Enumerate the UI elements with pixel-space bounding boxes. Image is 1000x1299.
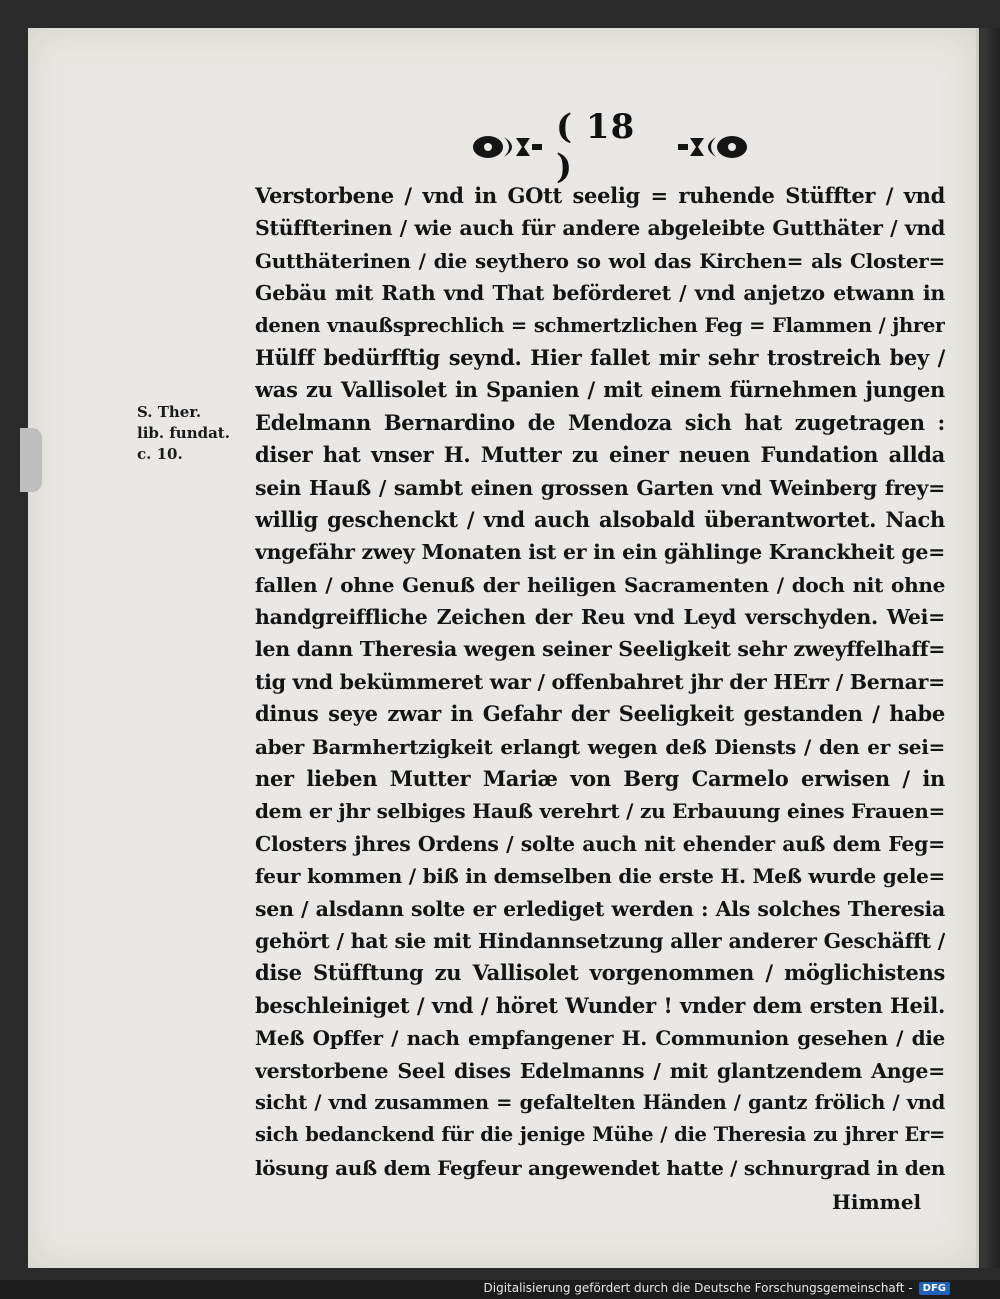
margin-note-line: lib. fundat. (137, 424, 230, 442)
page-header (470, 107, 750, 187)
catchword: Himmel (832, 1190, 922, 1214)
text-line: lösung auß dem Fegfeur angewendet hatte / schnurgrad in den (255, 1155, 945, 1180)
text-line: Stüffterinen / wie auch für andere abgeleibte Gutthäter / vnd (255, 216, 945, 241)
text-line: feur kommen / biß in demselben die erste H. Meß wurde gele= (255, 864, 945, 889)
text-line: Hülff bedürfftig seynd. Hier fallet mir sehr trostreich bey / (255, 344, 945, 370)
dfg-logo: DFG (919, 1282, 950, 1295)
margin-note (137, 402, 257, 465)
text-line: was zu Vallisolet in Spanien / mit einem fürnehmen jungen (255, 377, 945, 403)
page-number: ( 18 ) (556, 107, 636, 187)
text-line: diser hat vnser H. Mutter zu einer neuen Fundation allda (255, 442, 945, 468)
text-line: sen / alsdann solte er erlediget werden : Als solches Theresia (255, 896, 945, 921)
text-line: willig geschenckt / vnd auch alsobald überantwortet. Nach (255, 506, 945, 532)
text-line: vngefähr zwey Monaten ist er in ein gählinge Kranckheit ge= (255, 540, 945, 565)
footer-text: Digitalisierung gefördert durch die Deutsche Forschungsgemeinschaft - (483, 1281, 913, 1295)
text-line: Verstorbene / vnd in GOtt seelig = ruhende Stüffter / vnd (255, 183, 945, 208)
left-ornament-icon (470, 132, 548, 162)
text-line: Closters jhres Ordens / solte auch nit ehender auß dem Feg= (255, 831, 945, 856)
text-line: tig vnd bekümmeret war / offenbahret jhr der HErr / Bernar= (255, 669, 945, 694)
text-line: dem er jhr selbiges Hauß verehrt / zu Erbauung eines Frauen= (255, 799, 945, 824)
text-line: handgreiffliche Zeichen der Reu vnd Leyd verschyden. Wei= (255, 605, 945, 630)
text-line: beschleiniget / vnd / höret Wunder ! vnder dem ersten Heil. (255, 992, 945, 1018)
footer-credit (484, 1279, 951, 1297)
text-line: dinus seye zwar in Gefahr der Seeligkeit gestanden / habe (255, 701, 945, 727)
text-line: sein Hauß / sambt einen grossen Garten vnd Weinberg frey= (255, 475, 945, 500)
margin-note-line: S. Ther. (137, 403, 202, 421)
text-line: ner lieben Mutter Mariæ von Berg Carmelo erwisen / in (255, 766, 945, 792)
right-ornament-icon (672, 132, 750, 162)
text-line: verstorbene Seel dises Edelmanns / mit glantzendem Ange= (255, 1058, 945, 1083)
text-line: sicht / vnd zusammen = gefaltelten Händen / gantz frölich / vnd (255, 1090, 945, 1114)
text-line: aber Barmhertzigkeit erlangt wegen deß Diensts / den er sei= (255, 734, 945, 759)
text-line: gehört / hat sie mit Hindannsetzung aller anderer Geschäfft / (255, 928, 945, 953)
text-line: len dann Theresia wegen seiner Seeligkeit sehr zweyffelhaff= (255, 637, 945, 662)
text-line: sich bedanckend für die jenige Mühe / die Theresia zu jhrer Er= (255, 1123, 945, 1147)
text-line: dise Stüfftung zu Vallisolet vorgenommen / möglichistens (255, 960, 945, 986)
body-text (255, 180, 945, 1184)
text-line: Gebäu mit Rath vnd That beförderet / vnd anjetzo etwann in (255, 281, 945, 306)
text-line: denen vnaußsprechlich = schmertzlichen Feg = Flammen / jhrer (255, 313, 945, 337)
page-clip (20, 428, 42, 492)
margin-note-line: c. 10. (137, 445, 183, 463)
text-line: Edelmann Bernardino de Mendoza sich hat zugetragen : (255, 409, 945, 435)
text-line: fallen / ohne Genuß der heiligen Sacramenten / doch nit ohne (255, 572, 945, 597)
text-line: Meß Opffer / nach empfangener H. Communion gesehen / die (255, 1026, 945, 1051)
text-line: Gutthäterinen / die seythero so wol das Kirchen= als Closter= (255, 248, 945, 273)
